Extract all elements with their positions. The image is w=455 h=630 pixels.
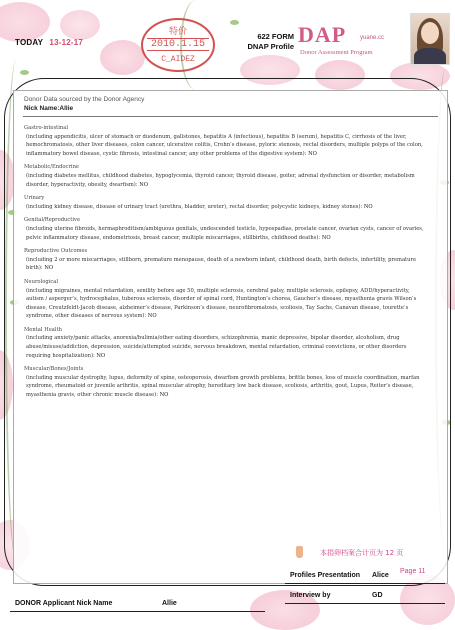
dap-logo bbox=[298, 22, 408, 62]
section-answer: NO bbox=[159, 392, 169, 399]
section-text: (including uterine fibroids, hermaphroditism/ambiguous genitals, undescended testicle, hypospadias, prostate cancer, ovarian cysts, cancer of ovaries, pelvic inflammatory disease, endometriosis, breast cancer, multiple miscarriages, stillbirths, childhood deaths): bbox=[26, 225, 424, 241]
section-reproductive bbox=[24, 247, 428, 273]
section-title: Neurological bbox=[24, 278, 58, 285]
section-text: (including appendicitis, ulcer of stomach or duodenum, gallstones, hepatitis A (infectious), hepatitis B (serum), hepatitis C, cirrhosis of the liver, hemochromatosis, other liver diseases, colon cancer, ulcerative colitis, Crohn’s disease, pyloric stenosis, rectal disorders, multiple polyps of the colon, inflammatory bowel disease, cystic fibrosis, intestinal cancer, any other problems of the digestive system): bbox=[26, 133, 423, 157]
donor-photo bbox=[410, 13, 450, 65]
leaf-decoration bbox=[230, 20, 239, 25]
applicant-underline bbox=[10, 611, 265, 612]
bottle-icon bbox=[296, 546, 303, 558]
logo-main: DAP bbox=[298, 22, 347, 47]
logo-domain: yuane.cc bbox=[360, 35, 385, 41]
header-divider bbox=[23, 116, 438, 117]
section-title: Gastro-intestinal bbox=[24, 125, 68, 131]
section-mental-health bbox=[24, 326, 428, 360]
section-body bbox=[24, 374, 428, 400]
section-answer: NO bbox=[96, 352, 106, 359]
section-text: (including diabetes mellitus, childhood diabetes, hypoglycemia, thyroid cancer, thyroid disease, goiter, adrenal dysfunction or disorder, metabolism disorder, hyperactivity, obesity, dwarfism): bbox=[26, 172, 415, 188]
form-profile-title: DNAP Profile bbox=[247, 42, 294, 51]
section-body bbox=[24, 256, 428, 273]
page-count-note: 本捐卵档案合计页为 12 页 bbox=[320, 549, 404, 557]
section-text: (including kidney disease, disease of urinary tract (urethra, bladder, ureter), rectal disorder, polycystic kidneys, kidney stones): bbox=[26, 203, 363, 210]
section-text: (including muscular dystrophy, lupus, deformity of spine, osteoporosis, dwarfism growth problems, brittle bones, loss of muscle coordination, marfan syndrome, rheumatoid or juvenile arthritis, spinal muscular atrophy, hereditary low back disease, scoliosis, arthritis, gout, Lupus, Reiter’s disease, myasthenia gravis, other chronic muscle disease): bbox=[26, 374, 420, 399]
medical-history-sections bbox=[24, 124, 428, 405]
photo-body bbox=[414, 48, 446, 65]
stamp-date-text: 2010.1.15 bbox=[147, 38, 209, 51]
applicant-label: DONOR Applicant Nick Name bbox=[15, 600, 113, 607]
leaf-decoration bbox=[20, 70, 29, 75]
section-answer: NO bbox=[44, 265, 54, 272]
interview-underline bbox=[285, 603, 445, 604]
section-body bbox=[24, 287, 428, 321]
section-text: (including 2 or more miscarriages, stillborn, premature menopause, death of a newborn infant, childhood death, birth defects, infertility, premature birth): bbox=[26, 256, 417, 272]
nick-name: Nick Name:Allie bbox=[24, 105, 74, 112]
section-title: Urinary bbox=[24, 195, 45, 202]
section-text: (including migraines, mental retardation, senility before age 50, multiple sclerosis, cerebral palsy, multiple sclerosis, epilepsy, ADD/hyperactivity, autism / asperger’s, hydrocephalus, tuberous sclerosis, disorder of spinal cord, Huntington’s chorea, Gaucher’s disease, myasthenia gravis Wilson’s disease, Creutzfeldt-Jacob disease, alzheimer’s disease, Parkinson’s disease, neurofibromatosis, scoliosis, Tay Sachs, Canavan disease, tourette’s syndrome, other diseases of nervous system): bbox=[26, 287, 417, 320]
date-stamp bbox=[141, 18, 215, 72]
section-answer: NO bbox=[139, 181, 148, 188]
section-answer: NO bbox=[321, 234, 331, 241]
section-body bbox=[24, 133, 428, 159]
profiles-presentation-value: Alice bbox=[372, 572, 389, 579]
section-genital bbox=[24, 216, 428, 242]
flower-decoration bbox=[100, 40, 145, 75]
section-body bbox=[24, 225, 428, 242]
page-number: Page 11 bbox=[400, 568, 426, 575]
section-title: Genital/Reproductive bbox=[24, 217, 81, 224]
form-number: 622 FORM bbox=[257, 32, 294, 41]
presentation-underline bbox=[285, 583, 445, 584]
content-header bbox=[24, 95, 144, 113]
flower-decoration bbox=[60, 10, 100, 40]
profiles-presentation-label: Profiles Presentation bbox=[290, 572, 361, 579]
today-label: TODAY bbox=[15, 38, 43, 47]
form-info bbox=[236, 32, 294, 52]
section-metabolic bbox=[24, 163, 428, 189]
today-field bbox=[15, 38, 83, 47]
stamp-bottom-text: C_AIDEZ bbox=[161, 55, 195, 64]
section-body bbox=[24, 203, 428, 212]
logo-tagline: Donor Assessment Program bbox=[300, 49, 373, 56]
section-body bbox=[24, 334, 428, 360]
section-neurological bbox=[24, 278, 428, 321]
section-answer: NO bbox=[147, 313, 157, 320]
applicant-value: Allie bbox=[162, 600, 177, 607]
interview-label: Interview by bbox=[290, 592, 331, 599]
stamp-top-text: 特价 bbox=[168, 27, 187, 37]
section-title: Muscular/Bones/Joints bbox=[24, 366, 84, 373]
photo-face bbox=[421, 22, 439, 44]
interview-value: GD bbox=[372, 592, 383, 599]
section-gastro bbox=[24, 124, 428, 158]
section-text: (including anxiety/panic attacks, anorexia/bulimia/other eating disorders, schizophrenia, manic depressive, bipolar disorder, alcoholism, drug abuse/misuse/addiction, depression, suicide/attempted suicide, nervous breakdown, mental retardation, criminal convictions, or other disorders requiring hospitalization): bbox=[26, 335, 407, 359]
section-title: Reproductive Outcomes bbox=[24, 248, 88, 255]
section-urinary bbox=[24, 194, 428, 211]
section-answer: NO bbox=[308, 150, 317, 157]
section-title: Metabolic/Endocrine bbox=[24, 164, 80, 171]
today-date: 13-12-17 bbox=[49, 38, 84, 47]
section-body bbox=[24, 172, 428, 189]
section-title: Mental Health bbox=[24, 326, 62, 333]
section-answer: NO bbox=[363, 203, 373, 210]
flower-decoration bbox=[0, 2, 50, 42]
section-muscular bbox=[24, 365, 428, 399]
data-source: Donor Data sourced by the Donor Agency bbox=[24, 96, 145, 103]
